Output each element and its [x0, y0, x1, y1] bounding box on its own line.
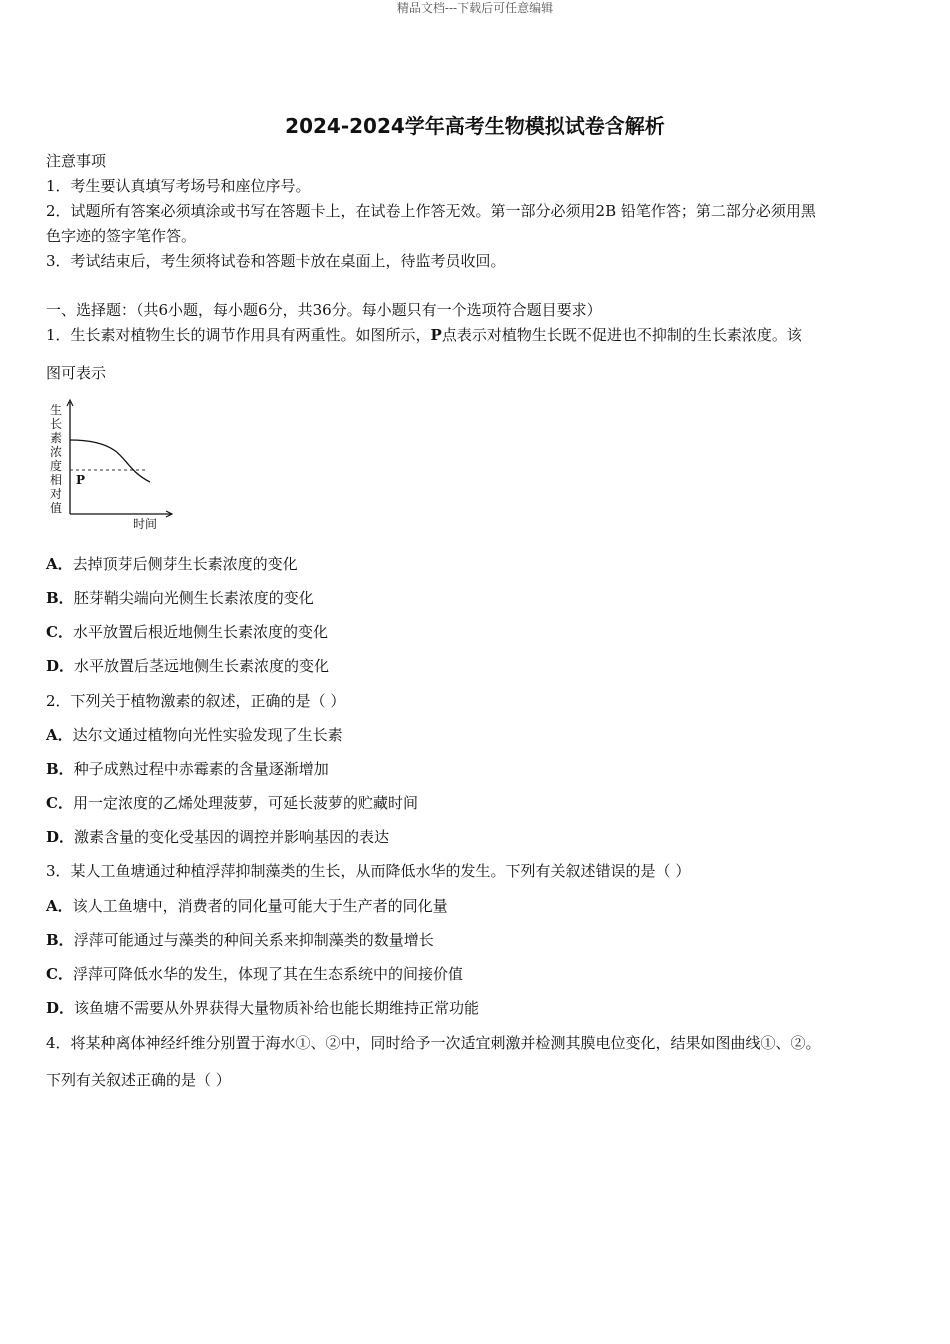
section-heading: 一、选择题：（共6小题，每小题6分，共36分。每小题只有一个选项符合题目要求） [46, 301, 602, 319]
q1-stem-p: P [430, 326, 442, 344]
figure-ylabel-char: 对 [50, 487, 63, 501]
q1-option-b: B．胚芽鞘尖端向光侧生长素浓度的变化 [46, 589, 314, 607]
q2-option-c: C．用一定浓度的乙烯处理菠萝，可延长菠萝的贮藏时间 [46, 794, 418, 812]
header-note: 精品文档---下载后可任意编辑 [396, 1, 554, 15]
q3-option-c: C．浮萍可降低水华的发生，体现了其在生态系统中的间接价值 [46, 965, 463, 983]
q2-option-a: A．达尔文通过植物向光性实验发现了生长素 [46, 726, 343, 744]
figure-ylabel-char: 长 [50, 417, 63, 431]
q1-stem-part-a: 1．生长素对植物生长的调节作用具有两重性。如图所示， [46, 326, 431, 344]
q1-stem-part-b: 点表示对植物生长既不促进也不抑制的生长素浓度。该 [441, 326, 802, 344]
q1-stem-cont: 图可表示 [46, 364, 107, 382]
auxin-curve-figure [40, 398, 180, 530]
notice-heading: 注意事项 [46, 152, 107, 170]
figure-ylabel-char: 生 [50, 403, 63, 417]
notice-item-1: 1．考生要认真填写考场号和座位序号。 [46, 177, 311, 195]
figure-ylabel-char: 素 [50, 431, 63, 445]
q2-stem: 2．下列关于植物激素的叙述，正确的是（ ） [46, 692, 346, 710]
q3-option-a: A．该人工鱼塘中，消费者的同化量可能大于生产者的同化量 [46, 897, 448, 915]
q3-stem: 3．某人工鱼塘通过种植浮萍抑制藻类的生长，从而降低水华的发生。下列有关叙述错误的是（ ） [46, 862, 691, 880]
notice-item-2-cont: 色字迹的签字笔作答。 [46, 227, 197, 245]
figure-ylabel-char: 相 [50, 473, 63, 487]
q1-option-c: C．水平放置后根近地侧生长素浓度的变化 [46, 623, 328, 641]
q2-option-d: D．激素含量的变化受基因的调控并影响基因的表达 [46, 828, 390, 846]
q4-stem-cont: 下列有关叙述正确的是（ ） [46, 1071, 231, 1089]
figure-ylabel-char: 浓 [50, 445, 63, 459]
q3-option-d: D．该鱼塘不需要从外界获得大量物质补给也能长期维持正常功能 [46, 999, 480, 1017]
figure-point-label: P [76, 473, 86, 487]
page-title: 2024-2024学年高考生物模拟试卷含解析 [285, 114, 665, 138]
notice-item-2: 2．试题所有答案必须填涂或书写在答题卡上，在试卷上作答无效。第一部分必须用2B 铅笔作答；第二部分必须用黑 [46, 202, 816, 220]
q1-option-a: A．去掉顶芽后侧芽生长素浓度的变化 [46, 555, 298, 573]
figure-ylabel [50, 402, 62, 515]
figure-xlabel: 时间 [133, 517, 158, 530]
q4-stem: 4．将某种离体神经纤维分别置于海水①、②中，同时给予一次适宜刺激并检测其膜电位变化，结果如图曲线①、②。 [46, 1034, 821, 1052]
q3-option-b: B．浮萍可能通过与藻类的种间关系来抑制藻类的数量增长 [46, 931, 434, 949]
notice-item-3: 3．考试结束后，考生须将试卷和答题卡放在桌面上，待监考员收回。 [46, 252, 506, 270]
figure-ylabel-char: 度 [50, 459, 63, 473]
q2-option-b: B．种子成熟过程中赤霉素的含量逐渐增加 [46, 760, 329, 778]
q1-option-d: D．水平放置后茎远地侧生长素浓度的变化 [46, 657, 330, 675]
figure-ylabel-char: 值 [50, 501, 63, 515]
q1-stem [46, 324, 908, 346]
